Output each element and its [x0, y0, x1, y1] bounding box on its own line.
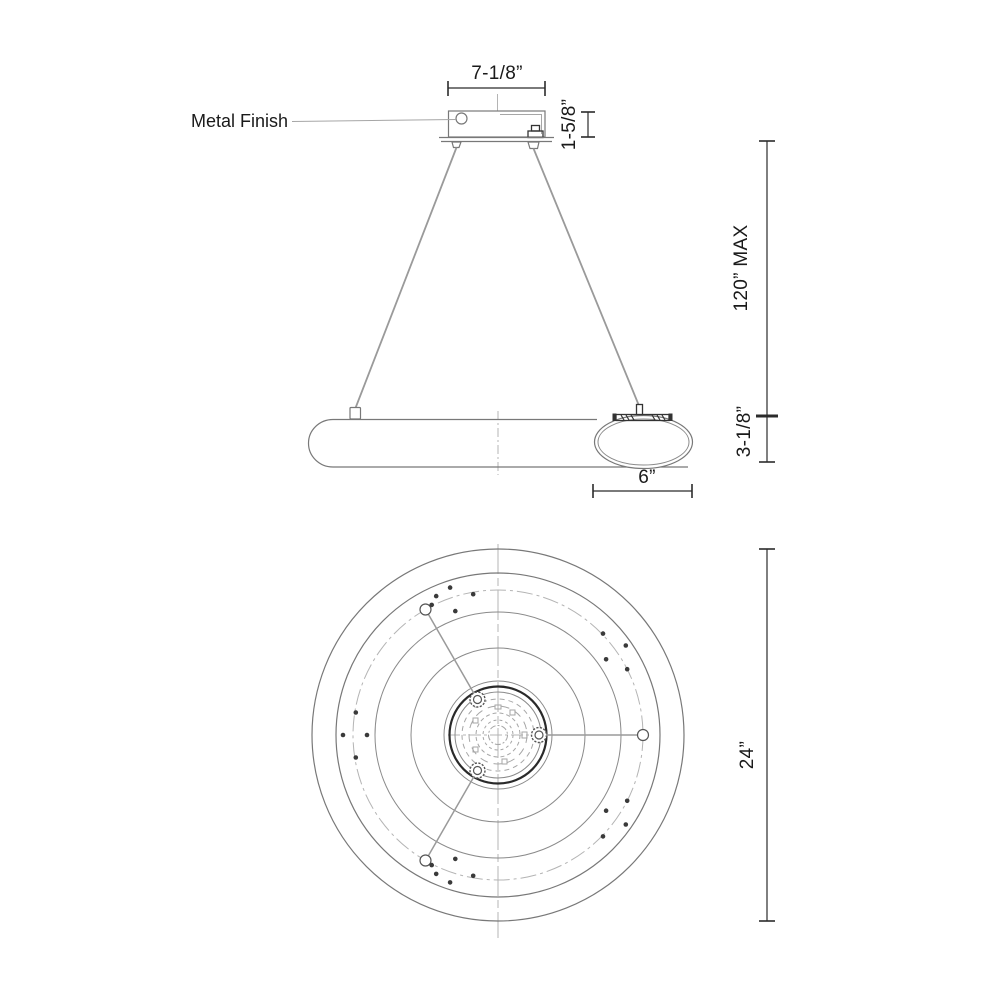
bracket-pin: [637, 405, 643, 415]
canopy-foot-left: [452, 142, 461, 148]
screw-dot: [354, 710, 359, 715]
screw-dot: [453, 857, 458, 862]
hub-connector-right: [532, 728, 547, 743]
screw-dot: [471, 592, 476, 597]
screw-dot: [434, 872, 439, 877]
fixture-height-dimension: [734, 406, 775, 462]
diameter-dimension: [737, 549, 775, 921]
metal-finish-callout: [191, 111, 456, 131]
fixture-body: [309, 405, 693, 476]
screw-dot: [625, 799, 630, 804]
bracket-cap-right: [669, 414, 673, 422]
plan-view: [312, 544, 775, 938]
canopy-height-dimension: [559, 99, 595, 150]
screw-dot: [453, 609, 458, 614]
screw-dot: [625, 667, 630, 672]
screw-dot: [601, 834, 606, 839]
hub-connector-upper-left: [470, 692, 485, 707]
metal-finish-label: Metal Finish: [190, 111, 288, 131]
screw-dot: [354, 755, 359, 760]
canopy-screw-hole: [456, 113, 467, 124]
screw-dot: [429, 603, 434, 608]
bracket-cap-left: [613, 414, 617, 422]
cable-anchor-lower-left: [420, 855, 431, 866]
ring-tube-ellipse-outer: [595, 416, 693, 469]
screw-dot: [434, 594, 439, 599]
tube-width-dimension: [593, 467, 692, 498]
hub-knockout: [502, 759, 507, 764]
canopy: [439, 94, 554, 149]
cable-right: [534, 149, 639, 405]
screw-dot: [624, 643, 629, 648]
suspension-dimension: [731, 141, 778, 416]
screw-dot: [604, 808, 609, 813]
screw-dot: [604, 657, 609, 662]
canopy-height-label: 1-5/8”: [559, 98, 580, 151]
canopy-width-dimension: [448, 63, 545, 96]
hub-knockout: [473, 718, 478, 723]
screw-dot: [601, 631, 606, 636]
canopy-foot-right: [528, 142, 539, 149]
screw-dot: [471, 874, 476, 879]
canopy-width-label: 7-1/8”: [471, 63, 523, 84]
side-view: [191, 63, 778, 498]
hub-knockout: [510, 710, 515, 715]
screw-dot: [624, 822, 629, 827]
screw-dot: [448, 880, 453, 885]
tube-width-label: 6”: [638, 467, 656, 488]
cable-anchor-right: [638, 730, 649, 741]
screw-dot: [365, 733, 370, 738]
diameter-label: 24”: [737, 740, 758, 770]
cable-anchor-upper-left: [420, 604, 431, 615]
screw-dot: [429, 863, 434, 868]
suspension-label: 120” MAX: [731, 224, 752, 312]
screw-dot: [448, 585, 453, 590]
metal-finish-leader: [292, 120, 456, 122]
cable-connector-left: [350, 408, 361, 420]
hub-connector-lower-left: [470, 763, 485, 778]
cable-left: [356, 148, 457, 409]
screw-dot: [341, 733, 346, 738]
fixture-height-label: 3-1/8”: [734, 405, 755, 458]
